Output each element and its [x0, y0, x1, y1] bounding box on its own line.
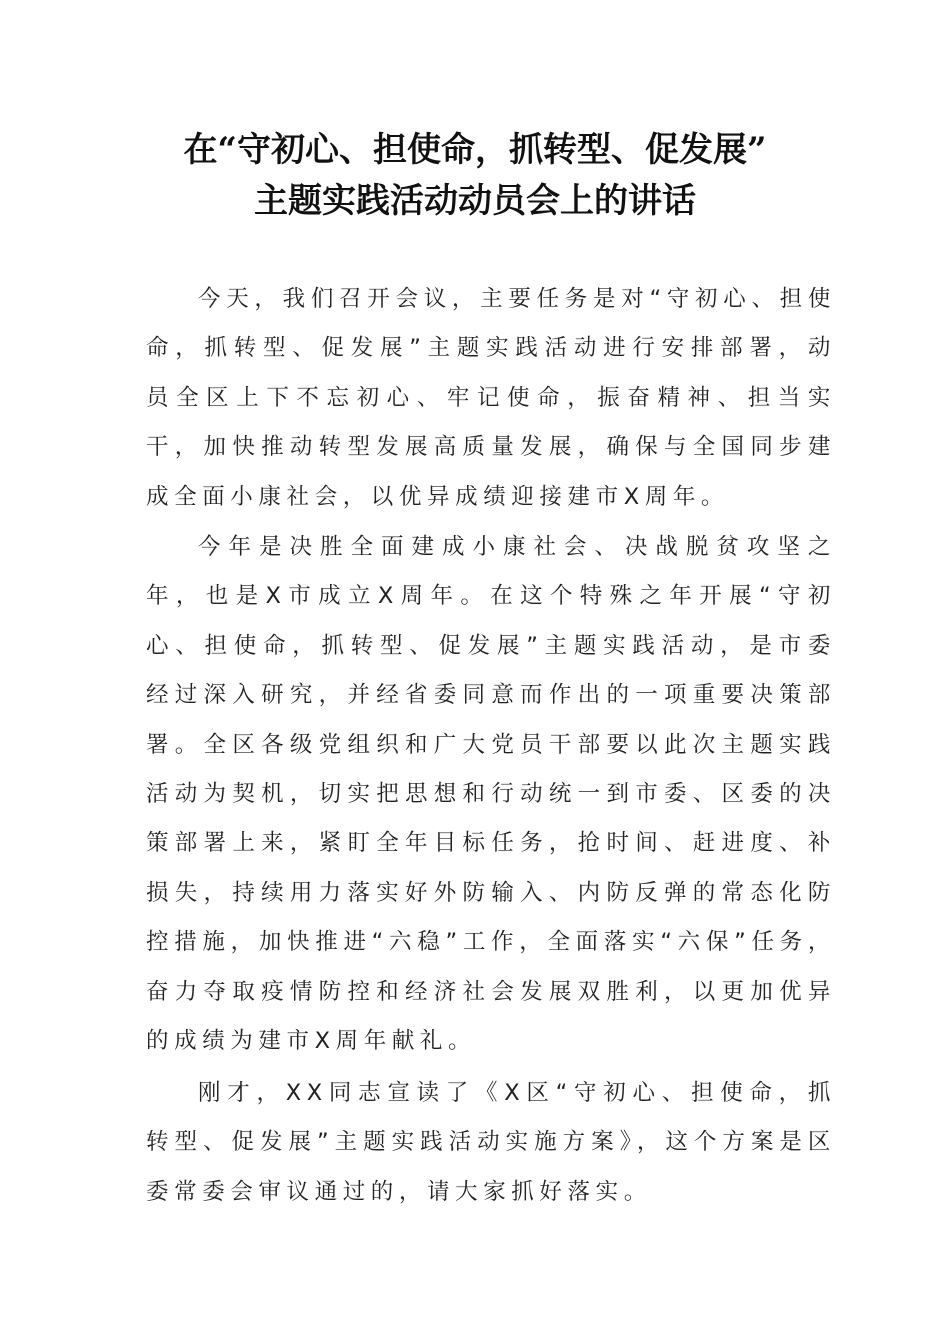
paragraph-2: 今年是决胜全面建成小康社会、决战脱贫攻坚之年，也是X市成立X周年。在这个特殊之年开展“守初心、担使命，抓转型、促发展”主题实践活动，是市委经过深入研究，并经省委同意而作出的一项重要决策部署。全区各级党组织和广大党员干部要以此次主题实践活动为契机，切实把思想和行动统一到市委、区委的决策部署上来，紧盯全年目标任务，抢时间、赶进度、补损失，持续用力落实好外防输入、内防反弹的常态化防控措施，加快推进“六稳”工作，全面落实“六保”任务，奋力夺取疫情防控和经济社会发展双胜利，以更加优异的成绩为建市X周年献礼。 — [146, 534, 836, 1055]
document-title-line-1: 在“守初心、担使命，抓转型、促发展” — [183, 130, 767, 170]
document-title-line-2: 主题实践活动动员会上的讲话 — [254, 181, 696, 221]
paragraph-1: 今天，我们召开会议，主要任务是对“守初心、担使命，抓转型、促发展”主题实践活动进行安排部署，动员全区上下不忘初心、牢记使命，振奋精神、担当实干，加快推动转型发展高质量发展，确保与全国同步建成全面小康社会，以优异成绩迎接建市X周年。 — [146, 286, 836, 510]
paragraph-3: 刚才，XX同志宣读了《X区“守初心、担使命，抓转型、促发展”主题实践活动实施方案》，这个方案是区委常委会审议通过的，请大家抓好落实。 — [146, 1080, 836, 1205]
